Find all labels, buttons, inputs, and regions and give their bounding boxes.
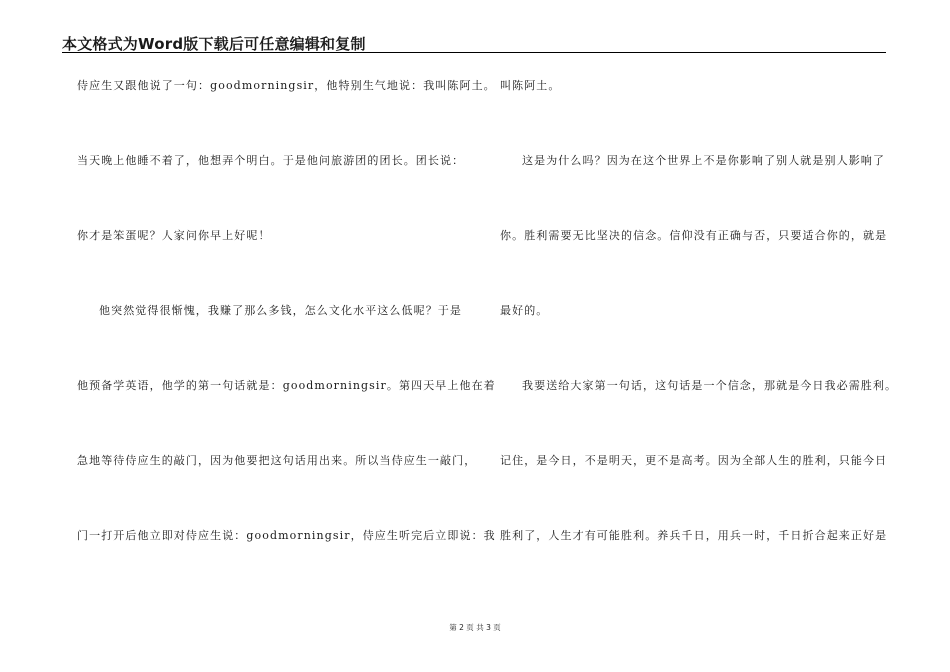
text-line: 门一打开后他立即对侍应生说：goodmorningsir，侍应生听完后立即说：我 xyxy=(77,529,496,542)
header-divider xyxy=(62,52,886,53)
text-line: 急地等待侍应生的敲门，因为他要把这句话用出来。所以当侍应生一敲门， xyxy=(77,454,477,467)
text-line: 这是为什么吗？因为在这个世界上不是你影响了别人就是别人影响了 xyxy=(522,154,885,167)
text-line: 最好的。 xyxy=(500,304,549,317)
text-line: 他突然觉得很惭愧，我赚了那么多钱，怎么文化水平这么低呢？于是 xyxy=(99,304,462,317)
text-line: 你。胜利需要无比坚决的信念。信仰没有正确与否，只要适合你的，就是 xyxy=(500,229,888,242)
text-line: 侍应生又跟他说了一句：goodmorningsir，他特别生气地说：我叫陈阿土。 xyxy=(77,79,496,92)
text-line: 他预备学英语，他学的第一句话就是：goodmorningsir。第四天早上他在着 xyxy=(77,379,496,392)
text-line: 记住，是今日，不是明天，更不是高考。因为全部人生的胜利，只能今日 xyxy=(500,454,888,467)
page-number-footer: 第 2 页 共 3 页 xyxy=(449,623,501,632)
document-header-title: 本文格式为Word版下载后可任意编辑和复制 xyxy=(62,35,366,53)
text-line: 我要送给大家第一句话，这句话是一个信念，那就是今日我必需胜利。 xyxy=(522,379,898,392)
text-line: 你才是笨蛋呢？人家问你早上好呢！ xyxy=(77,229,271,242)
right-text-column xyxy=(500,76,898,601)
text-line: 叫陈阿土。 xyxy=(500,79,561,92)
text-line: 胜利了，人生才有可能胜利。养兵千日，用兵一时，千日折合起来正好是 xyxy=(500,529,888,542)
left-text-column xyxy=(77,76,496,601)
text-line: 当天晚上他睡不着了，他想弄个明白。于是他问旅游团的团长。团长说： xyxy=(77,154,465,167)
